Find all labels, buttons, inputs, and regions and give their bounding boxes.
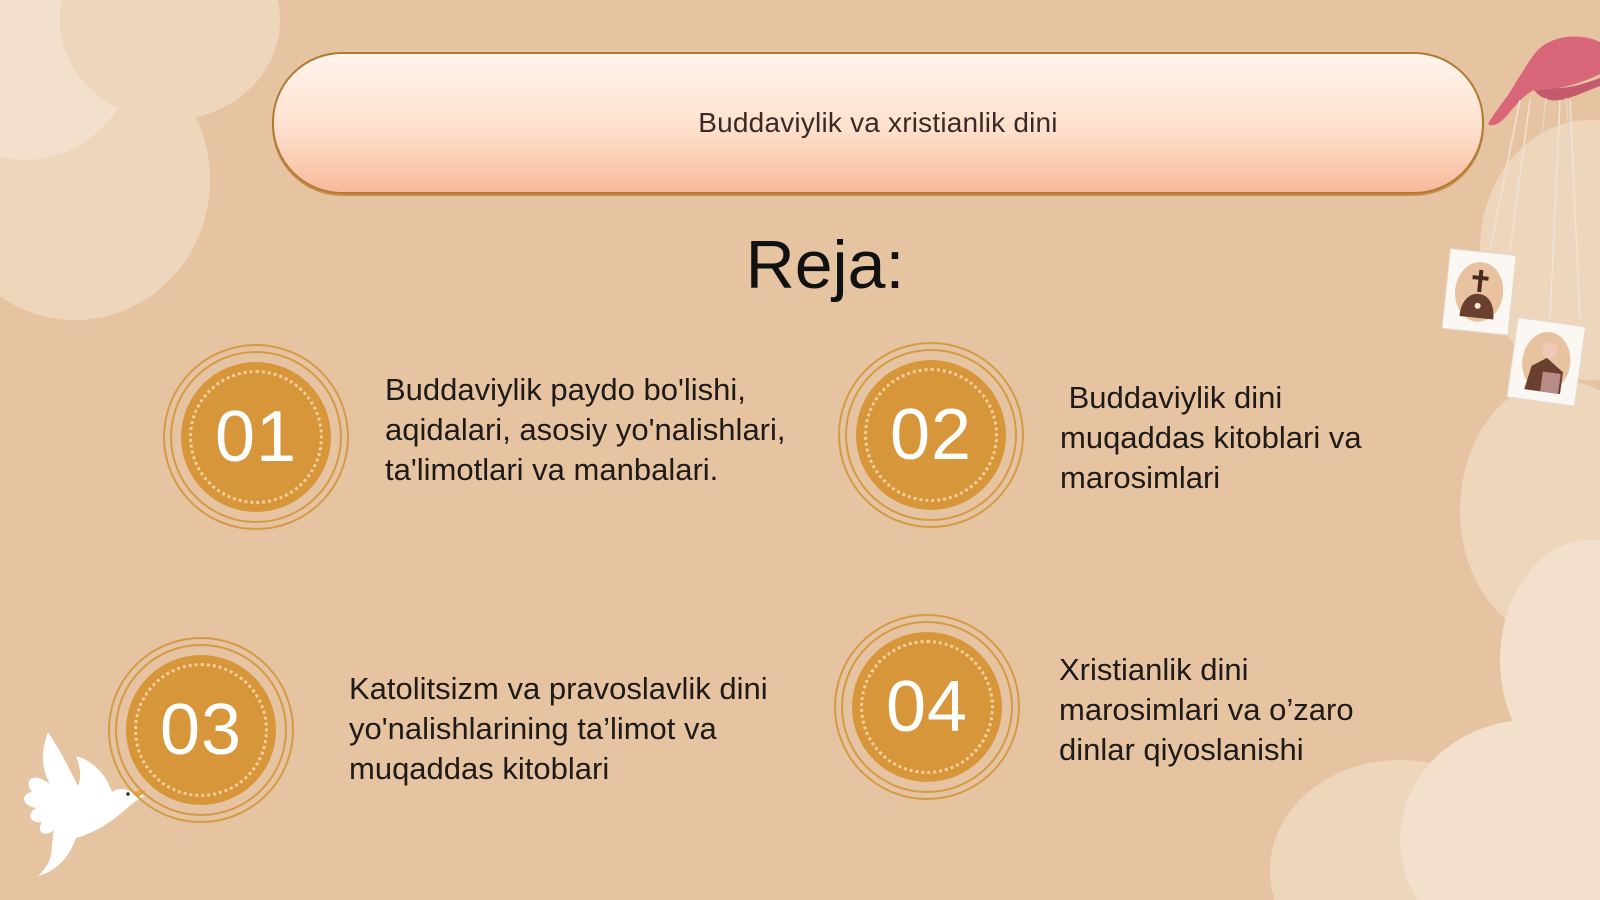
badge-number: 02 (889, 395, 973, 475)
plan-item-text-03: Katolitsizm va pravoslavlik dini yo'nalishlarining ta’limot va muqaddas kitoblari (349, 671, 768, 786)
badge-number: 04 (885, 667, 969, 747)
plan-item-text-01: Buddaviylik paydo bo'lishi, aqidalari, asosiy yo'nalishlari, ta'limotlari va manbalari. (385, 372, 786, 487)
slide-heading: Reja: (745, 227, 905, 303)
number-badge-02 (838, 342, 1024, 528)
badge-number: 01 (214, 397, 298, 477)
plan-item-text-02: Buddaviylik dini muqaddas kitoblari va marosimlari (1060, 380, 1371, 495)
title-banner (272, 52, 1484, 194)
number-badge-04 (834, 614, 1020, 800)
religious-card-icon (1506, 318, 1588, 410)
slide-title: Buddaviylik va xristianlik dini (698, 107, 1058, 138)
number-badge-03 (108, 637, 294, 823)
plan-item-text-04: Xristianlik dini marosimlari va o’zaro dinlar qiyoslanishi (1059, 652, 1354, 767)
badge-number: 03 (159, 690, 243, 770)
cloud-decoration (1400, 720, 1600, 900)
number-badge-01 (163, 344, 349, 530)
